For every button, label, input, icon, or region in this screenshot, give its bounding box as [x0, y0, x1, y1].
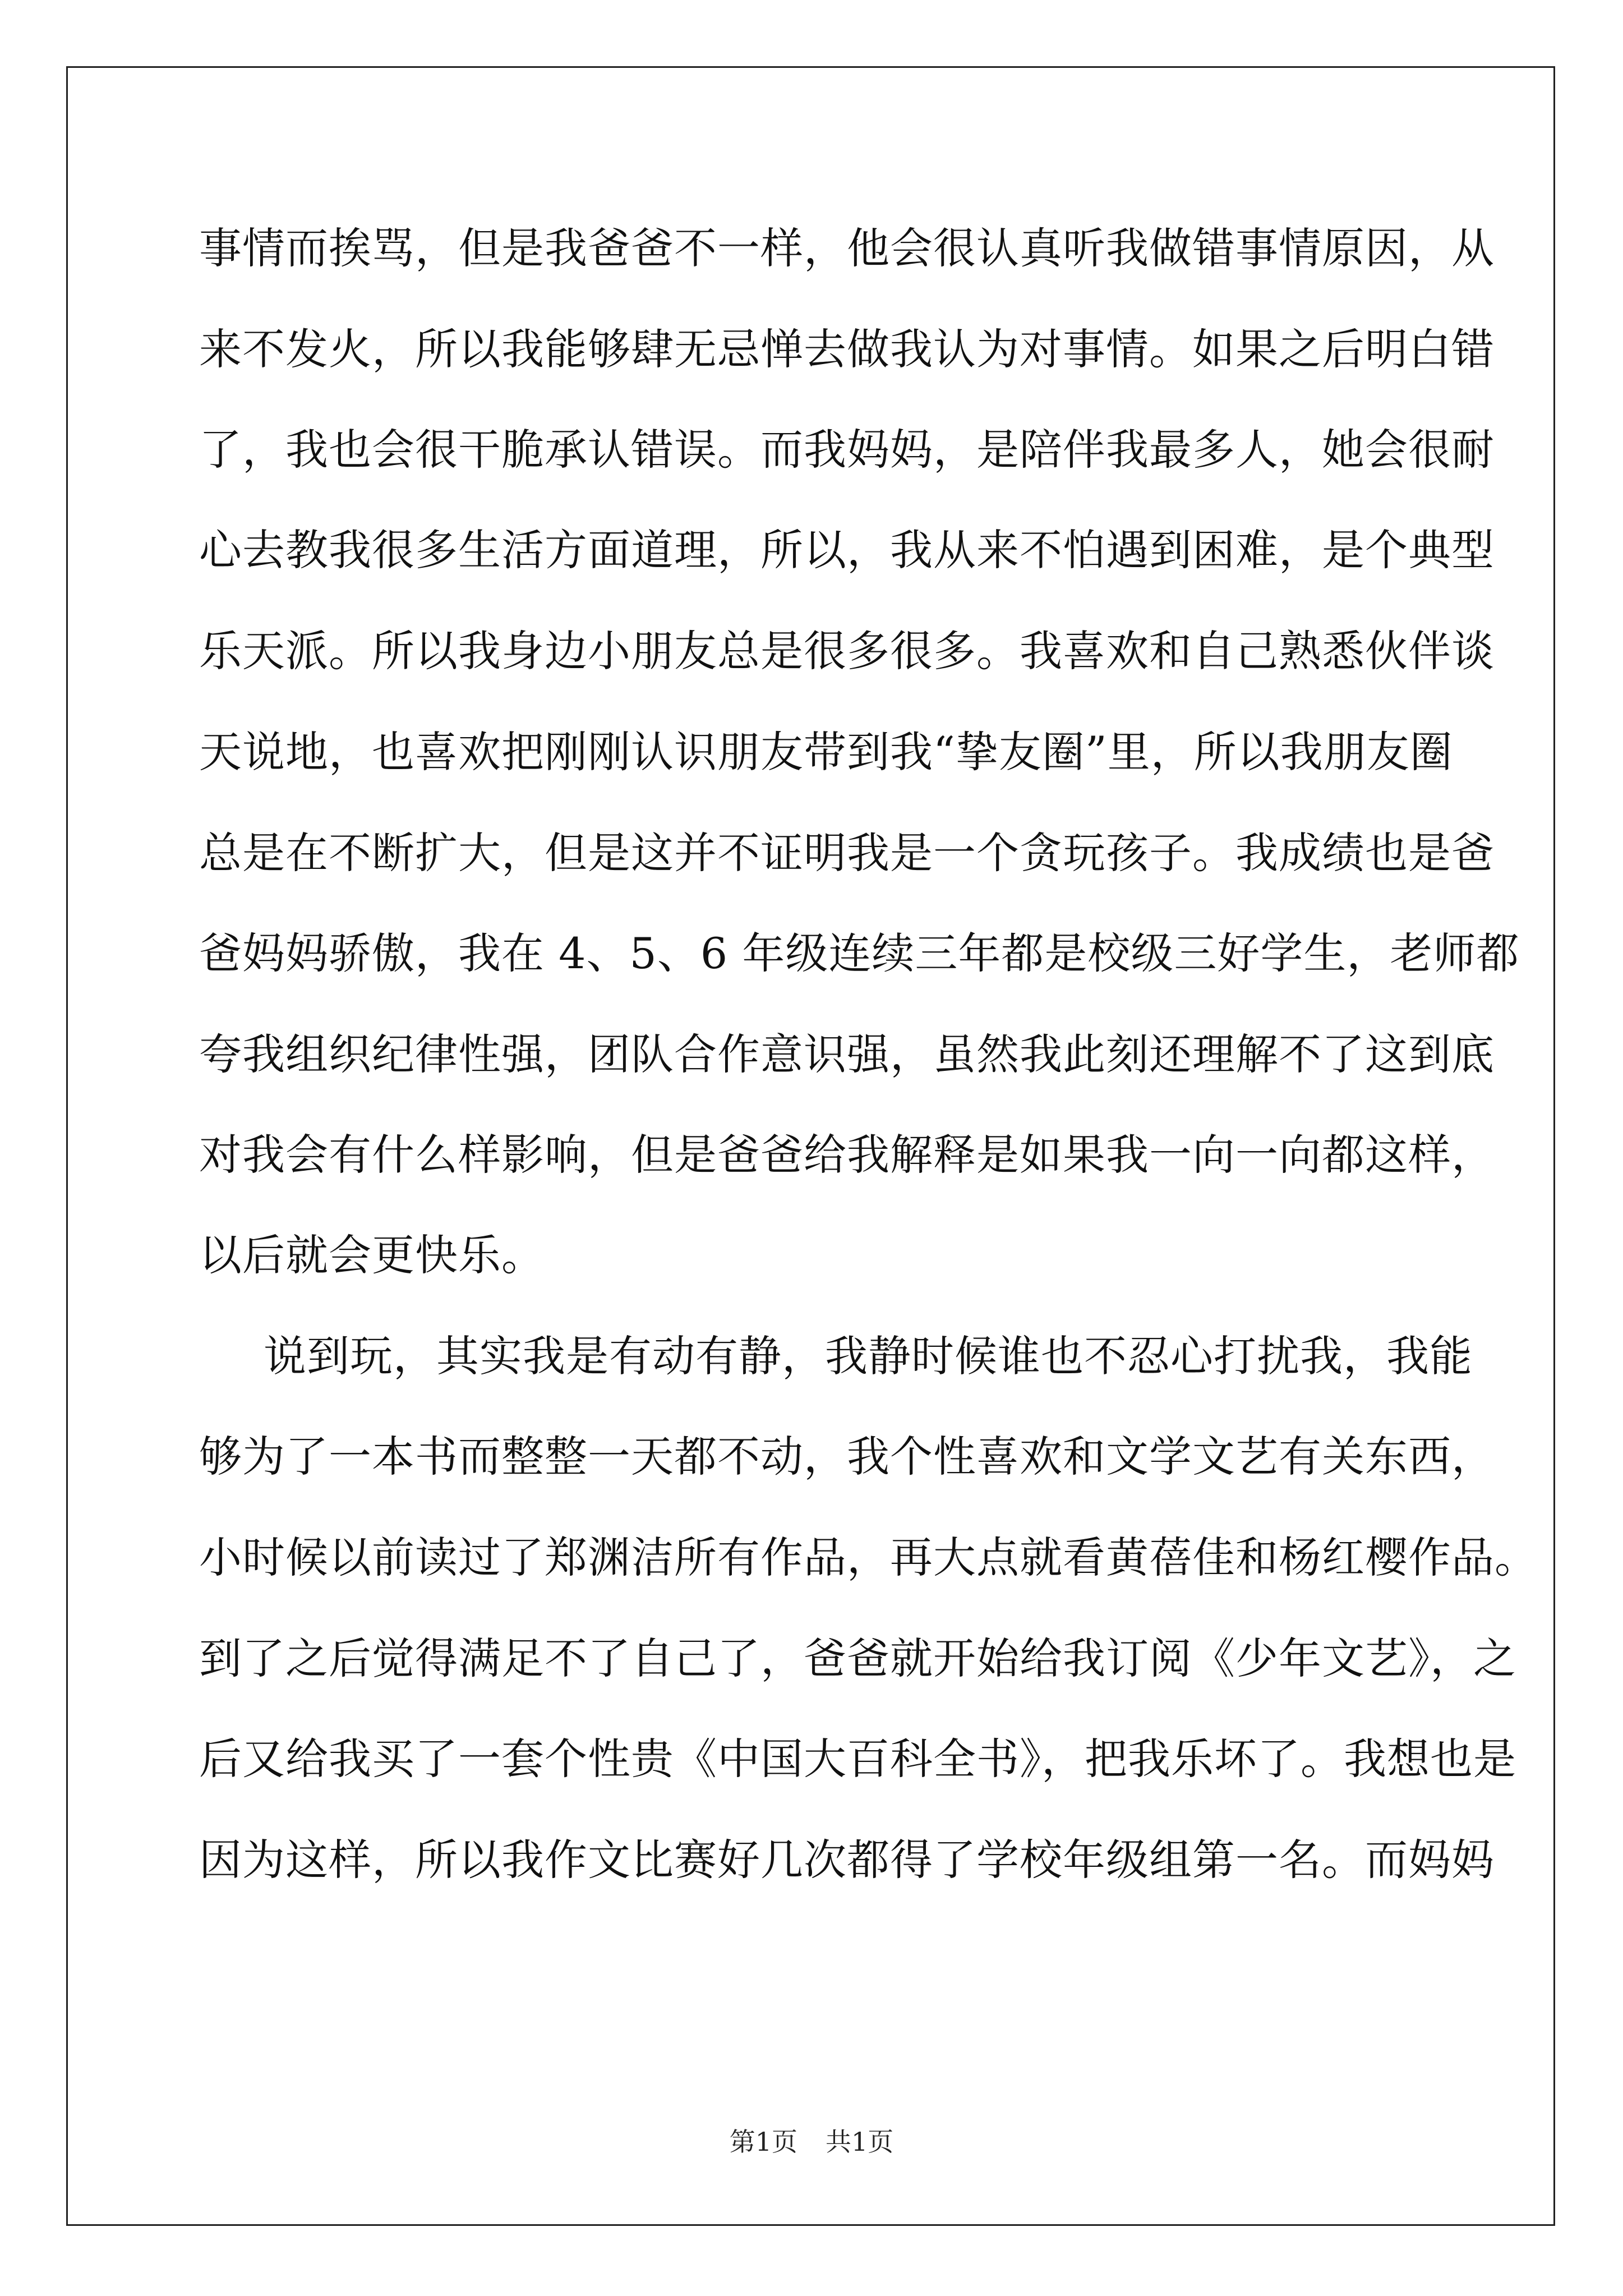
- text-line: 够为了一本书而整整一天都不动，我个性喜欢和文学文艺有关东西，: [199, 1432, 1495, 1481]
- text-line: 总是在不断扩大，但是这并不证明我是一个贪玩孩子。我成绩也是爸: [199, 828, 1495, 878]
- page-total: 共1页: [826, 2127, 894, 2157]
- text-line: 来不发火，所以我能够肆无忌惮去做我认为对事情。如果之后明白错: [199, 324, 1495, 374]
- paragraph-first-line: 说到玩，其实我是有动有静，我静时候谁也不忍心打扰我，我能: [264, 1331, 1473, 1381]
- text-line: 到了之后觉得满足不了自己了，爸爸就开始给我订阅《少年文艺》，之: [199, 1634, 1516, 1683]
- text-line: 小时候以前读过了郑渊洁所有作品，再大点就看黄蓓佳和杨红樱作品。: [199, 1533, 1538, 1582]
- text-line: 事情而挨骂，但是我爸爸不一样，他会很认真听我做错事情原因，从: [199, 223, 1495, 273]
- text-line: 后又给我买了一套个性贵《中国大百科全书》，把我乐坏了。我想也是: [199, 1734, 1516, 1784]
- text-line: 爸妈妈骄傲，我在 4、5、6 年级连续三年都是校级三好学生，老师都: [199, 928, 1520, 978]
- text-line: 对我会有什么样影响，但是爸爸给我解释是如果我一向一向都这样，: [199, 1130, 1495, 1180]
- text-line: 天说地，也喜欢把刚刚认识朋友带到我“挚友圈”里，所以我朋友圈: [199, 727, 1453, 777]
- text-line: 夸我组织纪律性强，团队合作意识强，虽然我此刻还理解不了这到底: [199, 1029, 1495, 1079]
- text-line: 因为这样，所以我作文比赛好几次都得了学校年级组第一名。而妈妈: [199, 1835, 1495, 1885]
- page-footer: [0, 2122, 1623, 2159]
- page-number: 第1页: [729, 2127, 797, 2157]
- text-line: 了，我也会很干脆承认错误。而我妈妈，是陪伴我最多人，她会很耐: [199, 425, 1495, 475]
- text-line: 心去教我很多生活方面道理，所以，我从来不怕遇到困难，是个典型: [199, 525, 1495, 575]
- text-line: 以后就会更快乐。: [199, 1230, 545, 1280]
- text-line: 乐天派。所以我身边小朋友总是很多很多。我喜欢和自己熟悉伙伴谈: [199, 626, 1495, 676]
